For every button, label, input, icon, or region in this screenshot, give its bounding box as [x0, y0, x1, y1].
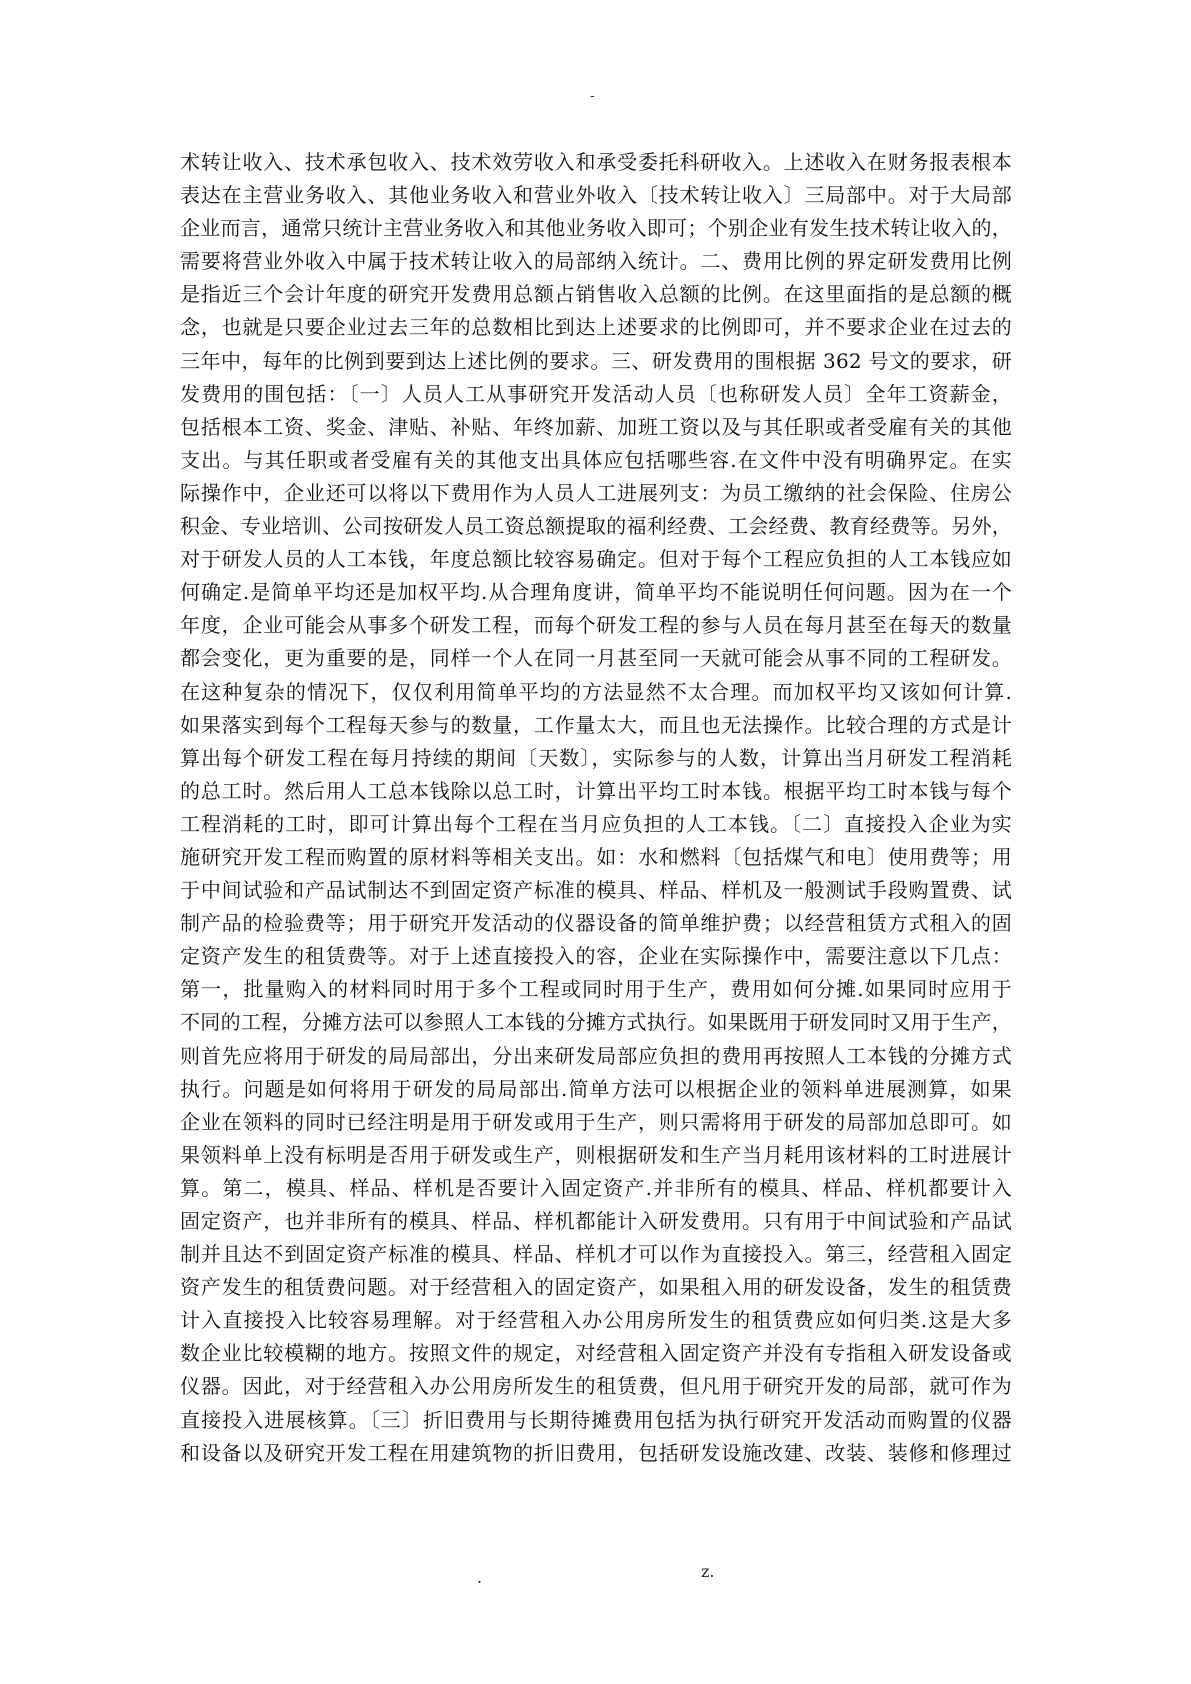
text-line: 的总工时。然后用人工总本钱除以总工时，计算出平均工时本钱。根据平均工时本钱与每个 [180, 778, 1012, 803]
text-line: 算。第二，模具、样品、样机是否要计入固定资产.并非所有的模具、样品、样机都要计入 [180, 1175, 1012, 1200]
text-line: 资产发生的租赁费问题。对于经营租入的固定资产，如果租入用的研发设备，发生的租赁费 [180, 1275, 1012, 1300]
text-line: 三年中，每年的比例到要到达上述比例的要求。三、研发费用的围根据 362 号文的要求，研 [180, 348, 1012, 373]
text-line: 企业而言，通常只统计主营业务收入和其他业务收入即可；个别企业有发生技术转让收入的， [180, 216, 1012, 241]
footer-right-mark: z. [701, 1562, 715, 1581]
text-line: 施研究开发工程而购置的原材料等相关支出。如：水和燃料〔包括煤气和电〕使用费等；用 [180, 844, 1012, 869]
text-line: 于中间试验和产品试制达不到固定资产标准的模具、样品、样机及一般测试手段购置费、试 [180, 878, 1012, 903]
text-line: 术转让收入、技术承包收入、技术效劳收入和承受委托科研收入。上述收入在财务报表根本 [180, 150, 1012, 174]
text-line: 计入直接投入比较容易理解。对于经营租入办公用房所发生的租赁费应如何归类.这是大多 [180, 1308, 1012, 1333]
text-line: 直接投入进展核算。〔三〕折旧费用与长期待摊费用包括为执行研究开发活动而购置的仪器 [180, 1407, 1012, 1432]
text-line: 和设备以及研究开发工程在用建筑物的折旧费用，包括研发设施改建、改装、装修和修理过 [180, 1440, 1012, 1465]
text-line: 都会变化，更为重要的是，同样一个人在同一月甚至同一天就可能会从事不同的工程研发。 [180, 646, 1012, 671]
text-line: 算出每个研发工程在每月持续的期间〔天数〕，实际参与的人数，计算出当月研发工程消耗 [180, 745, 1012, 770]
text-line: 支出。与其任职或者受雇有关的其他支出具体应包括哪些容.在文件中没有明确界定。在实 [180, 447, 1012, 472]
text-line: 如果落实到每个工程每天参与的数量，工作量太大，而且也无法操作。比较合理的方式是计 [180, 712, 1012, 737]
text-line: 对于研发人员的人工本钱，年度总额比较容易确定。但对于每个工程应负担的人工本钱应如 [180, 547, 1012, 572]
text-line: 包括根本工资、奖金、津贴、补贴、年终加薪、加班工资以及与其任职或者受雇有关的其他 [180, 414, 1012, 439]
text-line: 定资产发生的租赁费等。对于上述直接投入的容，企业在实际操作中，需要注意以下几点： [180, 944, 1012, 969]
text-line: 数企业比较模糊的地方。按照文件的规定，对经营租入固定资产并没有专指租入研发设备或 [180, 1341, 1012, 1366]
text-line: 第一，批量购入的材料同时用于多个工程或同时用于生产，费用如何分摊.如果同时应用于 [180, 977, 1012, 1002]
text-line: 企业在领料的同时已经注明是用于研发或用于生产，则只需将用于研发的局部加总即可。如 [180, 1109, 1012, 1134]
footer-left-mark: . [477, 1568, 483, 1587]
text-line: 工程消耗的工时，即可计算出每个工程在当月应负担的人工本钱。〔二〕直接投入企业为实 [180, 811, 1012, 836]
text-line: 何确定.是简单平均还是加权平均.从合理角度讲，简单平均不能说明任何问题。因为在一个 [180, 580, 1012, 605]
text-line: 际操作中，企业还可以将以下费用作为人员人工进展列支：为员工缴纳的社会保险、住房公 [180, 480, 1012, 505]
body-text [180, 146, 1012, 1470]
header-mark: - [590, 88, 595, 104]
text-line: 表达在主营业务收入、其他业务收入和营业外收入〔技术转让收入〕三局部中。对于大局部 [180, 183, 1012, 208]
text-line: 积金、专业培训、公司按研发人员工资总额提取的福利经费、工会经费、教育经费等。另外， [180, 514, 1012, 539]
text-line: 制产品的检验费等；用于研究开发活动的仪器设备的简单维护费；以经营租赁方式租入的固 [180, 911, 1012, 936]
text-line: 不同的工程，分摊方法可以参照人工本钱的分摊方式执行。如果既用于研发同时又用于生产， [180, 1010, 1012, 1035]
text-line: 执行。问题是如何将用于研发的局局部出.简单方法可以根据企业的领料单进展测算，如果 [180, 1076, 1012, 1101]
text-line: 年度，企业可能会从事多个研发工程，而每个研发工程的参与人员在每月甚至在每天的数量 [180, 613, 1012, 638]
text-line: 则首先应将用于研发的局局部出，分出来研发局部应负担的费用再按照人工本钱的分摊方式 [180, 1043, 1012, 1068]
text-line: 制并且达不到固定资产标准的模具、样品、样机才可以作为直接投入。第三，经营租入固定 [180, 1242, 1012, 1267]
text-line: 果领料单上没有标明是否用于研发或生产，则根据研发和生产当月耗用该材料的工时进展计 [180, 1142, 1012, 1167]
text-line: 固定资产，也并非所有的模具、样品、样机都能计入研发费用。只有用于中间试验和产品试 [180, 1209, 1012, 1233]
text-line: 仪器。因此，对于经营租入办公用房所发生的租赁费，但凡用于研究开发的局部，就可作为 [180, 1374, 1012, 1399]
text-line: 发费用的围包括：〔一〕人员人工从事研究开发活动人员〔也称研发人员〕全年工资薪金， [180, 381, 1012, 406]
text-line: 需要将营业外收入中属于技术转让收入的局部纳入统计。二、费用比例的界定研发费用比例 [180, 249, 1012, 274]
text-line: 在这种复杂的情况下，仅仅利用简单平均的方法显然不太合理。而加权平均又该如何计算. [180, 679, 1012, 704]
text-line: 念，也就是只要企业过去三年的总数相比到达上述要求的比例即可，并不要求企业在过去的 [180, 315, 1012, 340]
text-line: 是指近三个会计年度的研究开发费用总额占销售收入总额的比例。在这里面指的是总额的概 [180, 282, 1012, 307]
